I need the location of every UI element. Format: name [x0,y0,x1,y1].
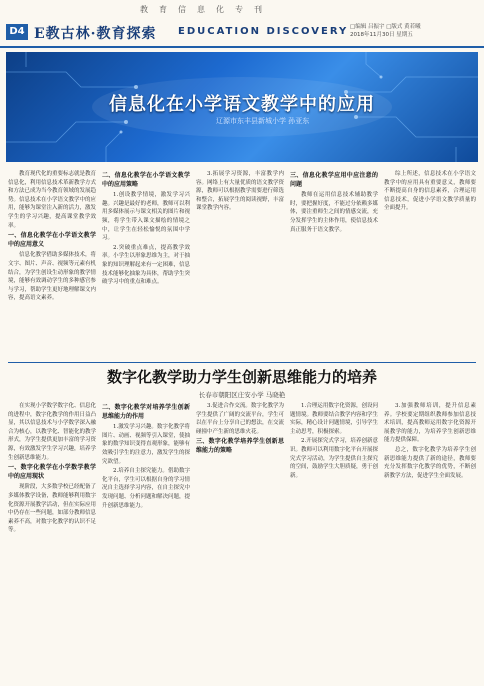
article2-column-3 [196,402,284,682]
editor-line: □编辑 吕振宇 □版式 黄若曦 [350,24,421,30]
top-title: 教育信息化专刊 [140,5,273,14]
article2-column-4 [290,402,378,682]
article-title: 信息化在小学语文教学中的应用 [109,94,375,115]
edition-meta [350,23,421,39]
paragraph: 3.拓展学习资源，丰富教学内容。网络上有大量优质的语文教学资源，教师可以根据教学需要进行筛选和整合，拓展学生的阅读视野，丰富课堂教学内容。 [196,171,284,212]
section-divider [8,362,476,363]
subheading: 一、数字化教学在小学数学教学中的应用现状 [8,464,96,480]
subheading: 三、数字化教学培养学生创新思维能力的策略 [196,438,284,454]
date-line: 2018年11月30日 星期五 [350,32,413,38]
subheading: 三、信息化教学应用中应注意的问题 [290,172,378,188]
article2-column-1 [8,402,96,682]
paragraph: 教育现代化的重要标志就是教育信息化，利用信息技术革新教学方式和方法已成为当今教育领域的发展趋势。信息技术在小学语文教学中的应用，能够为课堂注入新的活力，激发学生的学习兴趣，提高课堂教学效率。 [8,171,96,229]
paragraph: 1.合理运用数字化资源，创设问题情境。教师要结合教学内容和学生实际，精心设计问题情境，引导学生主动思考，积极探索。 [290,403,378,435]
paragraph: 在实现小学数学数字化、信息化的进程中，数字化教学的作用日益凸显，其以信息技术与小学数学深入融合为核心，以教学化、智能化的教学形式，为学生提供更加丰富的学习资源，有效激发学生学习兴趣，培养学生创新思维能力。 [8,403,96,461]
paragraph: 1.创设教学情境，激发学习兴趣。兴趣是最好的老师，教师可以利用多媒体展示与课文相关的图片和视频，将学生带入课文描绘的情境之中，让学生在轻松愉悦的氛围中学习。 [102,192,190,242]
article1-column-5 [384,170,476,360]
subheading: 二、信息化教学在小学语文教学中的应用策略 [102,172,190,188]
article1-column-3 [196,170,284,360]
paragraph: 2.培养自主探究能力。借助数字化平台，学生可以根据自身的学习情况自主选择学习内容，在自主探究中发现问题、分析问题和解决问题，提升创新思维能力。 [102,468,190,509]
article2-column-5 [384,402,476,682]
article-banner [6,52,478,162]
paragraph: 2.突破重点难点，提高教学效率。小学生以形象思维为主，对于抽象的知识理解起来有一定困难，信息技术能够化抽象为具体，帮助学生突破学习中的重点和难点。 [102,244,190,286]
article1-column-1 [8,170,96,360]
subheading: 一、信息化教学在小学语文教学中的应用意义 [8,232,96,248]
paragraph: 现阶段，大多数学校已经配备了多媒体教学设备，教师能够利用数字化资源开展教学活动，但在实际应用中仍存在一些问题，如部分教师信息素养不高，对数字化教学的认识不足等。 [8,484,96,534]
paragraph: 教师在运用信息技术辅助教学时，要把握好度，不能过分依赖多媒体，要注重师生之间的情感交流，充分发挥学生的主体作用，使信息技术真正服务于语文教学。 [290,192,378,233]
paragraph: 综上所述，信息技术在小学语文教学中的应用具有重要意义，教师要不断提高自身的信息素养，合理运用信息技术，促进小学语文教学质量的全面提升。 [384,171,476,212]
masthead [0,20,484,48]
paragraph: 3.促进合作交流。数字化教学为学生提供了广阔的交流平台，学生可以在平台上分享自己的想法，在交流碰撞中产生新的思维火花。 [196,403,284,435]
subheading: 二、数字化教学对培养学生创新思维能力的作用 [102,404,190,420]
article-byline: 辽源市东丰县新城小学 孙亚东 [216,117,310,125]
top-strip [0,0,484,18]
paragraph: 总之，数字化教学为培养学生创新思维能力提供了新的途径，教师要充分发挥数字化教学的优势，不断创新教学方法，促进学生全面发展。 [384,446,476,479]
article1-column-2 [102,170,190,360]
article2-column-2 [102,402,190,682]
paragraph: 2.开展探究式学习，培养创新意识。教师可以利用数字化平台开展探究式学习活动，为学生提供自主探究的空间，鼓励学生大胆质疑，勇于创新。 [290,438,378,479]
page-number: D4 [6,24,28,40]
article2-title: 数字化教学助力学生创新思维能力的培养 [106,368,377,386]
article2-byline: 长春市朝阳区庄安小学 马晓艳 [198,391,286,399]
paragraph: 1.激发学习兴趣。数字化教学将图片、动画、视频等引入课堂，使抽象的数学知识变得直观形象，能够有效吸引学生的注意力，激发学生的探究欲望。 [102,424,190,465]
section-title-english: EDUCATION DISCOVERY [178,26,349,37]
article1-column-4 [290,170,378,360]
paragraph: 3.加强教师培训，提升信息素养。学校要定期组织教师参加信息技术培训，提高教师运用数字化资源开展教学的能力，为培养学生创新思维能力提供保障。 [384,403,476,444]
section-title: E教古林·教育探索 [34,26,157,42]
paragraph: 信息化教学借助多媒体技术，将文字、图片、声音、视频等元素有机结合，为学生创设生动形象的教学情境，能够有效调动学生的多种感官参与学习，帮助学生更好地理解课文内容，提高语文素养。 [8,252,96,302]
